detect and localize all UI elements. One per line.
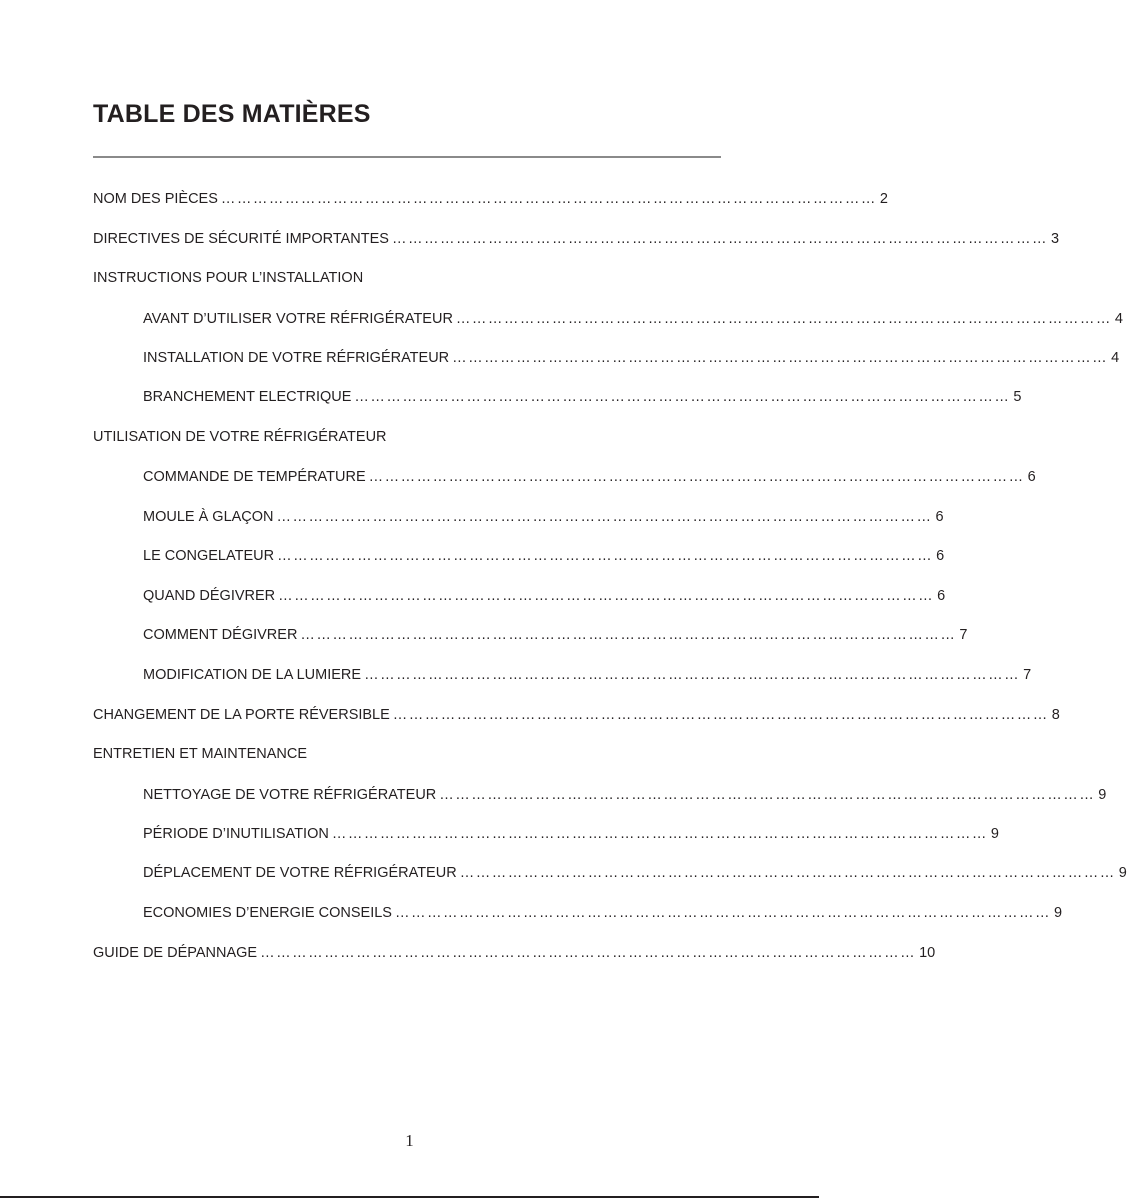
toc-entry[interactable] (143, 624, 968, 646)
dot-leader: …………………………………………………………………………………………………………… (439, 787, 1096, 803)
toc-entry-label: QUAND DÉGIVRER (143, 588, 276, 604)
toc-entry-page: 6 (937, 588, 946, 604)
toc-entry-page: 7 (959, 627, 968, 643)
toc-entry-page: 6 (935, 509, 944, 525)
toc-entry-page: 7 (1023, 667, 1032, 683)
toc-entry-label: LE CONGELATEUR (143, 548, 275, 564)
toc-entry-page: 10 (919, 945, 936, 961)
dot-leader: …………………………………………………………………………………………………………… (452, 350, 1109, 366)
toc-entry-label: COMMENT DÉGIVRER (143, 627, 298, 643)
toc-entry-label: DÉPLACEMENT DE VOTRE RÉFRIGÉRATEUR (143, 865, 457, 881)
toc-entry-page: 4 (1111, 350, 1120, 366)
toc-entry-label: NETTOYAGE DE VOTRE RÉFRIGÉRATEUR (143, 787, 437, 803)
toc-entry-label: INSTALLATION DE VOTRE RÉFRIGÉRATEUR (143, 350, 450, 366)
toc-entry-page: 6 (936, 548, 945, 564)
toc-entry-page: 8 (1051, 707, 1060, 723)
toc-entry[interactable] (143, 784, 1107, 806)
toc-entry-page: 2 (879, 191, 888, 207)
toc-entry-label: MODIFICATION DE LA LUMIERE (143, 667, 362, 683)
page-title: TABLE DES MATIÈRES (93, 100, 371, 128)
dot-leader: …………………………………………………………………………………………………………… (455, 311, 1112, 327)
dot-leader: …………………………………………………………………………………………………………… (331, 826, 988, 842)
dot-leader: …………………………………………………………………………………………………………… (459, 865, 1116, 881)
toc-entry-page: 9 (1053, 905, 1063, 921)
toc-entry[interactable] (143, 823, 999, 845)
toc-section-heading[interactable]: ENTRETIEN ET MAINTENANCE (93, 746, 308, 762)
toc-entry-label: PÉRIODE D’INUTILISATION (143, 826, 329, 842)
dot-leader: …………………………………………………………………………………………………………… (276, 509, 933, 525)
toc-entry[interactable] (143, 664, 1032, 686)
toc-entry-page: 6 (1027, 469, 1036, 485)
dot-leader: …………………………………………………………………………………………………………… (300, 627, 957, 643)
toc-entry-label: CHANGEMENT DE LA PORTE RÉVERSIBLE (93, 707, 390, 723)
dot-leader: …………………………………………………………………………………………………………… (364, 667, 1021, 683)
toc-entry-label: ECONOMIES D’ENERGIE CONSEILS (143, 905, 392, 921)
toc-entry-page: 3 (1050, 231, 1060, 247)
dot-leader: …………………………………………………………………………………………………………… (277, 548, 934, 564)
toc-entry-label: BRANCHEMENT ELECTRIQUE (143, 389, 352, 405)
toc-entry[interactable] (143, 585, 946, 607)
dot-leader: …………………………………………………………………………………………………………… (354, 389, 1011, 405)
toc-entry-page: 4 (1114, 311, 1123, 327)
toc-section-heading[interactable]: INSTRUCTIONS POUR L’INSTALLATION (93, 270, 364, 286)
page-bottom-border (0, 1196, 819, 1198)
toc-entry[interactable] (93, 704, 1060, 726)
dot-leader: …………………………………………………………………………………………………………… (260, 945, 917, 961)
toc-section-heading[interactable]: UTILISATION DE VOTRE RÉFRIGÉRATEUR (93, 429, 387, 445)
toc-entry-label: DIRECTIVES DE SÉCURITÉ IMPORTANTES (93, 231, 389, 247)
dot-leader: …………………………………………………………………………………………………………… (278, 588, 935, 604)
toc-entry[interactable] (143, 386, 1022, 408)
toc-entry-page: 9 (1098, 787, 1107, 803)
toc-entry[interactable] (143, 545, 945, 567)
toc-entry[interactable] (93, 228, 1060, 250)
toc-entry-label: MOULE À GLAÇON (143, 509, 274, 525)
toc-entry[interactable] (143, 862, 1127, 884)
toc-entry-label: AVANT D’UTILISER VOTRE RÉFRIGÉRATEUR (143, 311, 453, 327)
toc-entry[interactable] (143, 308, 1123, 330)
toc-entry-page: 9 (1118, 865, 1127, 881)
toc-entry[interactable] (143, 466, 1036, 488)
dot-leader: …………………………………………………………………………………………………………… (392, 707, 1049, 723)
dot-leader: …………………………………………………………………………………………………………… (368, 469, 1025, 485)
toc-entry-label: COMMANDE DE TEMPÉRATURE (143, 469, 366, 485)
toc-entry[interactable] (143, 347, 1120, 369)
toc-entry-page: 9 (990, 826, 999, 842)
toc-entry[interactable] (93, 942, 936, 964)
page-number: 1 (405, 1131, 414, 1150)
dot-leader: …………………………………………………………………………………………………………… (391, 231, 1048, 247)
toc-entry[interactable] (143, 506, 944, 528)
toc-entry[interactable] (93, 188, 888, 210)
dot-leader: …………………………………………………………………………………………………………… (220, 191, 877, 207)
toc-entry-label: GUIDE DE DÉPANNAGE (93, 945, 258, 961)
toc-entry[interactable] (143, 902, 1063, 924)
dot-leader: …………………………………………………………………………………………………………… (394, 905, 1051, 921)
toc-entry-page: 5 (1013, 389, 1022, 405)
toc-entry-label: NOM DES PIÈCES (93, 191, 218, 207)
